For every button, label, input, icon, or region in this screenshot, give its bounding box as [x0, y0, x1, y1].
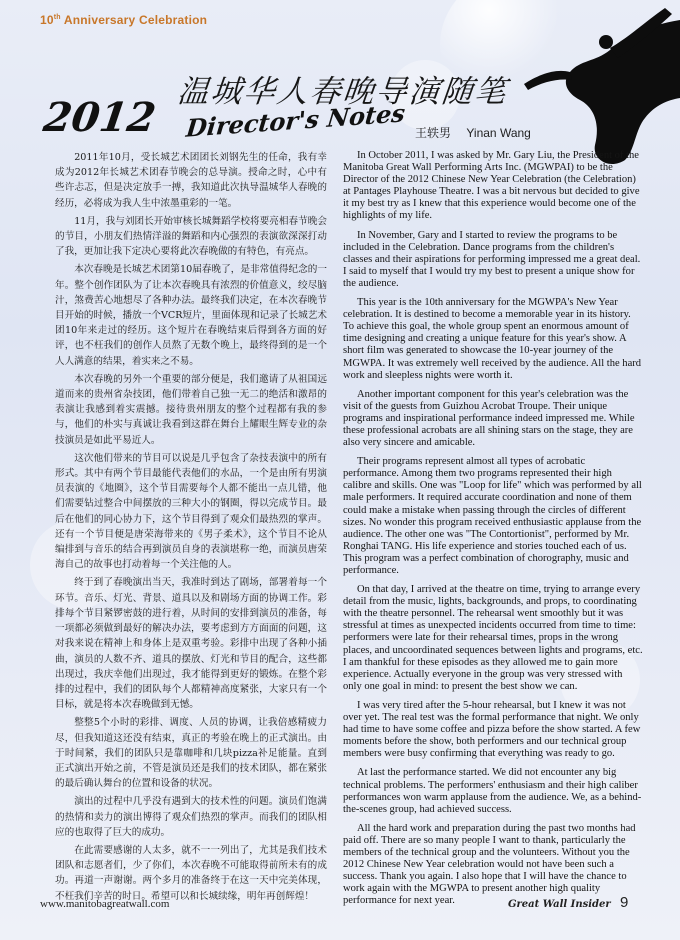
english-paragraph: Their programs represent almost all types of acrobatic performance. Among them two programs represented their high calibre and skills. One was "Loop for life" which was performed by all male performers. It required accurate coordination and none of them could make a mistake when passing through the circles of different sizes. No wonder this program received enthusiastic applause from the audience. The other one was "The Contortionist", performed by Mr. Ronghai TANG. His life experience and stories touched each of us. This program was a perfect combination of chorography, music and performance.: [343, 456, 642, 576]
english-paragraph: In October 2011, I was asked by Mr. Gary Liu, the President of the Manitoba Great Wall Performing Arts Inc. (MGWPAI) to be the Director of the 2012 Chinese New Year Celebration (the Celebration) at Pantages Playhouse Theatre. I was a bit nervous but decided to give it my best try as I knew that this experience would become one of the highlights of my life.: [343, 150, 640, 222]
footer-website-url: www.manitobagreatwall.com: [40, 898, 170, 910]
english-paragraph: I was very tired after the 5-hour rehearsal, but I knew it was not over yet. The real test was the formal performance that night. We only had time to have some coffee and pizza before the show started. A few moments before the show, both performers and our technical group members were busy confirming that everything was ready to go.: [343, 699, 641, 760]
author-chinese-name: 王轶男: [415, 126, 452, 140]
chinese-paragraph: 11月，我与刘团长开始审核长城舞蹈学校将要亮相春节晚会的节目，小朋友们热情洋溢的舞蹈和内心强烈的表演欲深深打动了我，更加让我下定决心要将此次春晚做的有特色，有亮点。: [55, 215, 327, 258]
title-year: 2012: [40, 94, 159, 141]
chinese-paragraph: 在此需要感谢的人太多，就不一一列出了，尤其是我们技术团队和志愿者们，少了你们，本次春晚不可能取得前所未有的成功。再道一声谢谢。两个多月的准备终于在这一天中完美体现，不枉我们辛苦的时日。希望可以和长城续缘，明年再创辉煌！: [55, 844, 327, 902]
chinese-paragraph: 本次春晚的另外一个重要的部分便是，我们邀请了从祖国远道而来的贵州省杂技团，他们带着自己独一无二的绝活和激昂的表演让我感到着实震撼。接待贵州朋友的整个过程都有我的参与，他们的朴实与真诚让我看到这群在舞台上耀眼生辉专业的杂技演员是如此平易近人。: [55, 373, 327, 446]
page-number: 9: [620, 894, 629, 911]
english-paragraph: Another important component for this year's celebration was the visit of the guests from Guizhou Acrobat Troupe. Their unique programs and inspirational performance indeed impressed me. While these professional acrobats are all shining stars on the stage, they are also very sincere and amicable.: [343, 388, 635, 449]
english-paragraph: On that day, I arrived at the theatre on time, trying to arrange every detail from the music, lights, backgrounds, and props, to coordinating with the theatre personnel. The rehearsal went smoothly but it was stressful at times as unexpected incidents occurred from time to time: performers were late for their rehearsal times, props in the wrong places, and uncoordinated sequences between lights and programs, etc. I am thankful for these episodes as they allowed me to gain more experience. Actually everyone in the group was very stressed with only one goal in mind: to present the best show we can.: [343, 584, 643, 692]
anniversary-label: 10th Anniversary Celebration: [40, 13, 208, 27]
english-paragraph: This year is the 10th anniversary for the MGWPA's New Year celebration. It is destined to become a memorable year in its history. To achieve this goal, the whole group spent an enormous amount of time designing and creating a unique feature for this year's show. A short film was generated to showcase the 10-year journey of the MGWPA. It was extremely well received by the audience. All the hard work and sleepless nights were worth it.: [343, 297, 642, 381]
english-title: Director's Notes: [184, 98, 407, 143]
footer-magazine-name: Great Wall Insider: [508, 899, 611, 910]
author-english-name: Yinan Wang: [466, 126, 531, 140]
english-paragraph: In November, Gary and I started to review the programs to be included in the Celebration. Dance programs from the children's classes and their aspirations for performing impressed me a great deal. I said to myself that I would try my best to present a unique show for the audience.: [343, 229, 641, 289]
english-paragraph: All the hard work and preparation during the past two months had paid off. There are so many people I want to thank, particularly the members of the technical group and the volunteers. Without you the 2012 Chinese New Year celebration would not have been such a success. Thank you again. I also hope that I will have the chance to work again with the MGWPA to present another high quality performance for next year.: [343, 822, 636, 907]
chinese-paragraph: 演出的过程中几乎没有遇到大的技术性的问题。演员们饱满的热情和卖力的演出博得了观众们热烈的掌声。而我们的团队相应的也取得了巨大的成功。: [55, 796, 327, 838]
chinese-title: 温城华人春晚导演随笔: [175, 74, 510, 110]
chinese-paragraph: 这次他们带来的节目可以说是几乎包含了杂技表演中的所有形式。其中有两个节目最能代表他们的水品，一个是由所有男演员表演的《地圈》，这个节目需要每个人都不能出一点儿错，他们需要钻过整合中间摆放的三种大小的钢圈，得以完成节目。最后在他们的同心协力下，这个节目得到了观众们最热烈的掌声。还有一个节目便是唐荣海带来的《男子柔术》，这个节目不论从编排到与音乐的结合再到演员自身的表演堪称一绝，而演员唐荣海自己的故事也打动着每一个关注他的人。: [55, 452, 327, 571]
author-byline: [415, 124, 543, 141]
english-paragraph: At last the performance started. We did not encounter any big technical problems. The performers' enthusiasm and their high caliber performances won warm applause from the audience. We, as a behind-the-scenes group, had achieved success.: [343, 767, 642, 815]
chinese-paragraph: 终于到了春晚演出当天，我准时到达了剧场，部署着每一个环节。音乐、灯光、背景、道具以及和剧场方面的协调工作。彩排每个节目紧锣密鼓的进行着，从时间的安排到演员的准备，每一项都必须做到最好的解决办法，要考虑到方方面面的问题，这对我来说在精神上和身体上是双重考验。彩排中出现了各种小插曲，演员的人数不齐、道具的摆放、灯光和节目的配合，这些都出现过，我庆幸他们出现过，我才能得到更好的锻炼。在整个彩排的过程中，我们的团队每个人都精神高度紧张，大家只有一个目标，就是将本次春晚做到无憾。: [55, 577, 327, 711]
chinese-paragraph: 本次春晚是长城艺术团第10届春晚了，是非常值得纪念的一年。整个创作团队为了让本次春晚具有浓烈的价值意义，绞尽脑汁，煞费苦心地想尽了各种办法。最终我们决定，在本次春晚节目开始的时候，播放一个VCR短片，里面体现和记录了长城艺术团10年来走过的经历。这个短片在春晚结束后得到各方面的好评，也不枉我们的创作人员熬了无数个晚上，最终得到的是一个人人满意的结果，着实来之不易。: [55, 264, 327, 367]
chinese-article-column: [55, 150, 327, 902]
chinese-paragraph: 整整5个小时的彩排、调度、人员的协调，让我倍感精疲力尽，但我知道这还没有结束，真正的考验在晚上的正式演出。由于时间紧，我们的团队只是靠咖啡和几块pizza补足能量。直到正式演出开始之前，不管是演员还是我们的技术团队，都在紧张的最后确认舞台的位置和设备的状况。: [55, 717, 327, 790]
chinese-paragraph: 2011年10月，受长城艺术团团长刘钢先生的任命，我有幸成为2012年长城艺术团春节晚会的总导演。授命之时，心中有些许忐忑，但是决定放手一搏，我知道此次执导温城华人春晚的经历，必将成为我人生中浓墨重彩的一笔。: [55, 152, 327, 209]
